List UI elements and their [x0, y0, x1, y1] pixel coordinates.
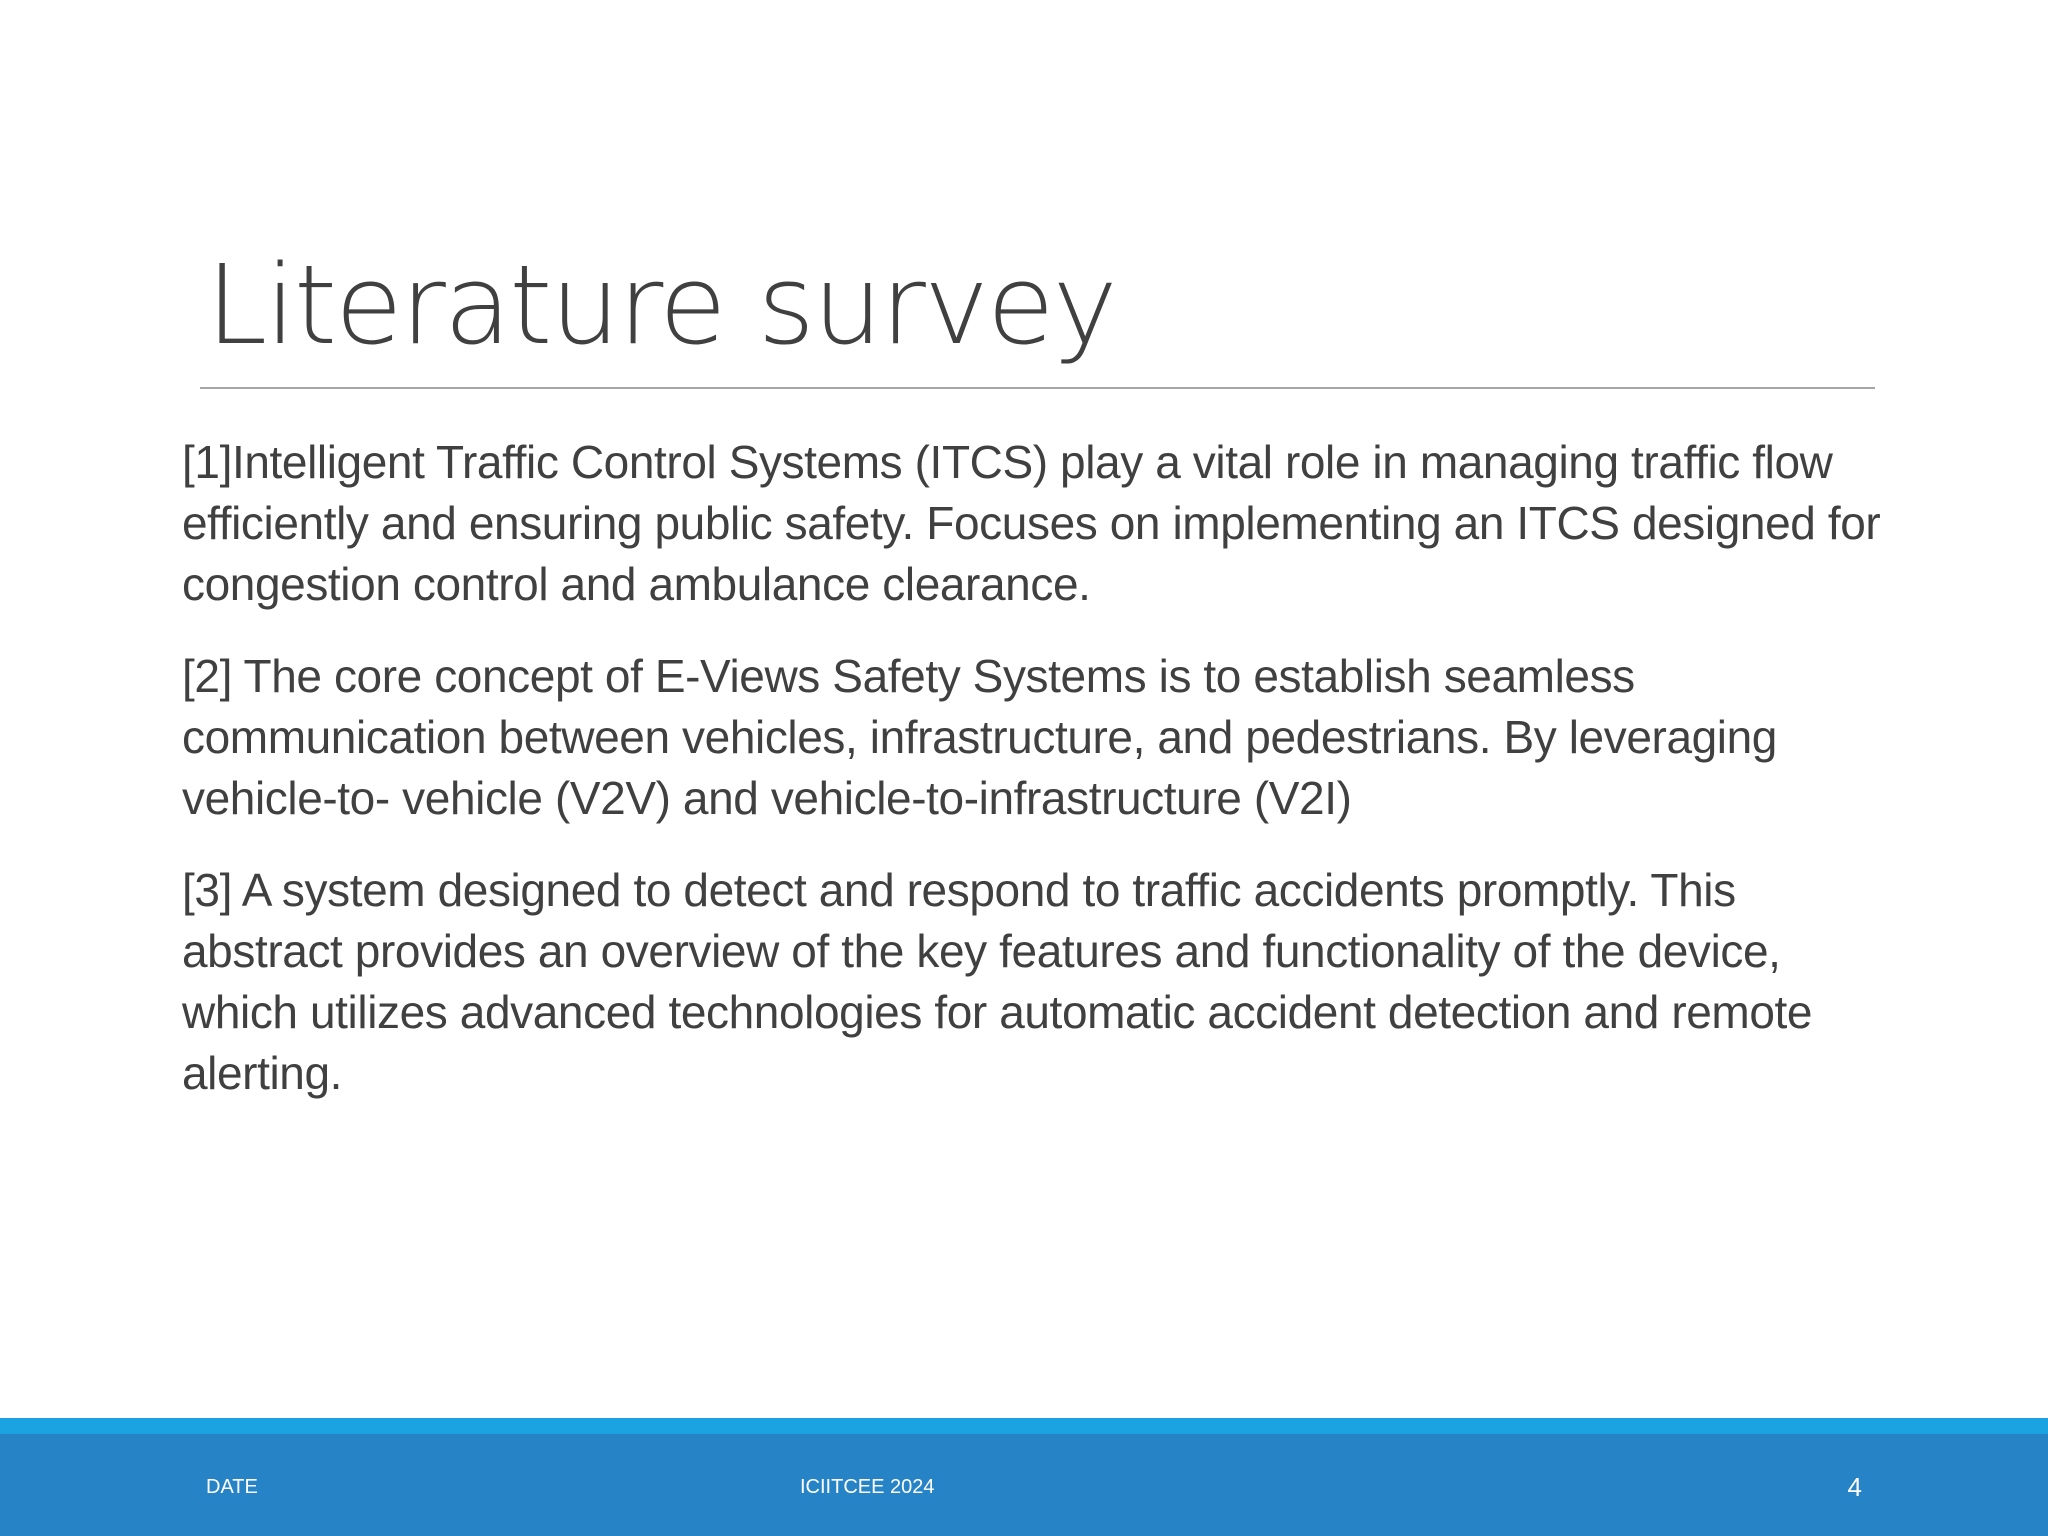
- footer-accent-stripe: [0, 1418, 2048, 1434]
- reference-paragraph-1: [1]Intelligent Traffic Control Systems (ITCS) play a vital role in managing traffic flow efficiently and ensuring public safety. Focuses on implementing an ITCS designed for congestion control and ambulance clearance.: [182, 436, 1881, 610]
- footer-bar: [0, 1434, 2048, 1536]
- slide-body: [182, 432, 1882, 1135]
- title-divider: [200, 387, 1875, 389]
- footer-date: DATE: [206, 1476, 258, 1498]
- slide-title: Literature survey: [206, 241, 1116, 369]
- reference-paragraph-2: [2] The core concept of E-Views Safety Systems is to establish seamless communication between vehicles, infrastructure, and pedestrians. By leveraging vehicle-to- vehicle (V2V) and vehicle-to-infrastructure (V2I): [182, 650, 1777, 824]
- footer-conference: ICIITCEE 2024: [800, 1476, 935, 1498]
- reference-paragraph-3: [3] A system designed to detect and respond to traffic accidents promptly. This abstract provides an overview of the key features and functionality of the device, which utilizes advanced technologies for automatic accident detection and remote alerting.: [182, 864, 1813, 1099]
- page-number: 4: [1847, 1472, 1862, 1502]
